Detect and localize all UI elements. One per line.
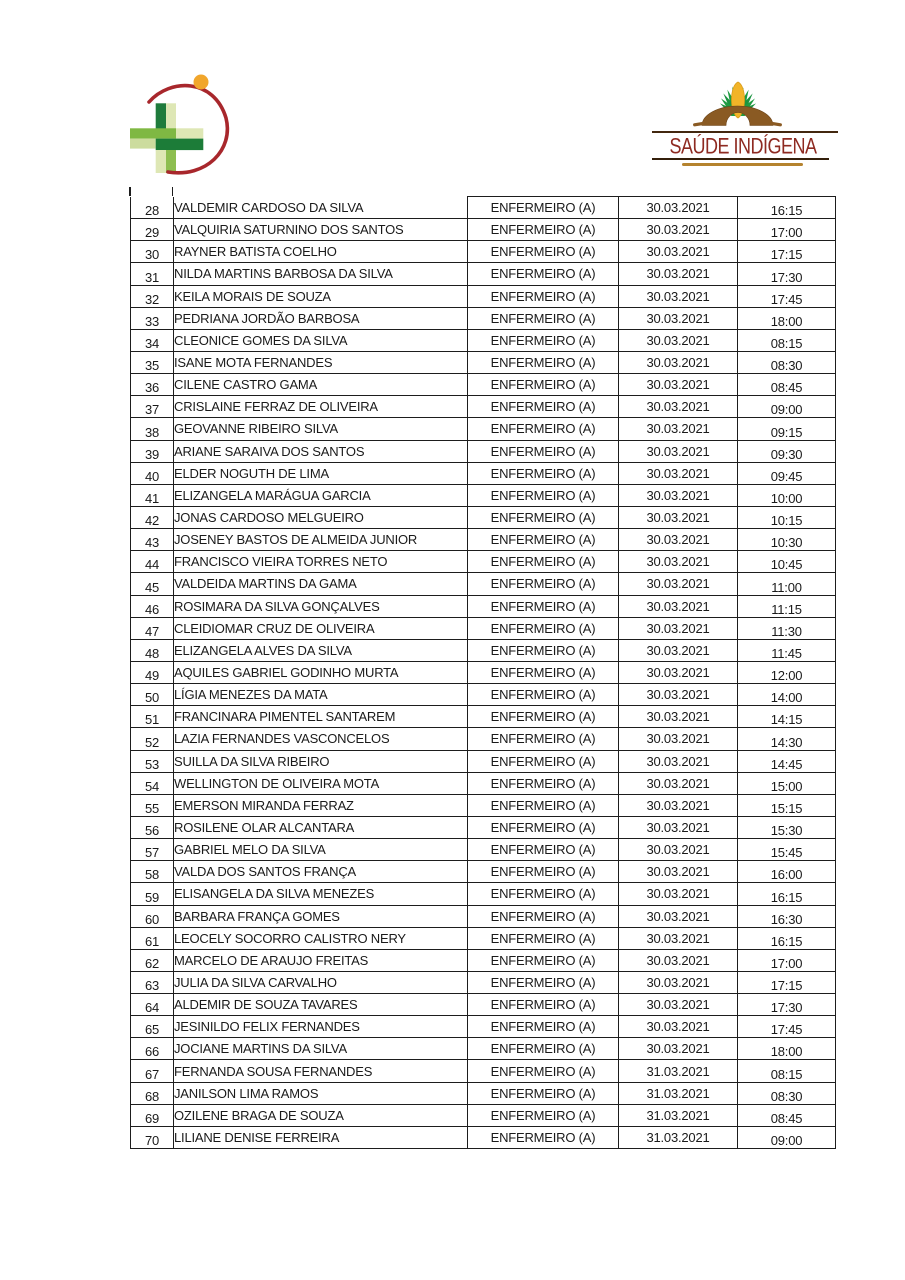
time-cell: 17:15 xyxy=(738,241,836,263)
row-number-cell: 32 xyxy=(131,285,174,307)
time-cell: 09:00 xyxy=(738,1126,836,1148)
row-number-cell: 47 xyxy=(131,617,174,639)
row-number-cell: 29 xyxy=(131,219,174,241)
table-row xyxy=(131,595,836,617)
table-row xyxy=(131,351,836,373)
table-row xyxy=(131,506,836,528)
name-cell: NILDA MARTINS BARBOSA DA SILVA xyxy=(174,263,468,285)
table-row xyxy=(131,329,836,351)
name-cell: JONAS CARDOSO MELGUEIRO xyxy=(174,506,468,528)
date-cell: 30.03.2021 xyxy=(619,529,738,551)
role-cell: ENFERMEIRO (A) xyxy=(468,440,619,462)
role-cell: ENFERMEIRO (A) xyxy=(468,617,619,639)
table-row xyxy=(131,794,836,816)
role-cell: ENFERMEIRO (A) xyxy=(468,374,619,396)
row-number-cell: 69 xyxy=(131,1104,174,1126)
name-cell: KEILA MORAIS DE SOUZA xyxy=(174,285,468,307)
role-cell: ENFERMEIRO (A) xyxy=(468,684,619,706)
name-cell: VALDEIDA MARTINS DA GAMA xyxy=(174,573,468,595)
saude-indigena-logo xyxy=(638,68,848,173)
time-cell: 14:30 xyxy=(738,728,836,750)
role-cell: ENFERMEIRO (A) xyxy=(468,529,619,551)
time-cell: 16:15 xyxy=(738,197,836,219)
role-cell: ENFERMEIRO (A) xyxy=(468,418,619,440)
time-cell: 18:00 xyxy=(738,307,836,329)
role-cell: ENFERMEIRO (A) xyxy=(468,905,619,927)
table-row xyxy=(131,418,836,440)
table-row xyxy=(131,684,836,706)
table-row xyxy=(131,639,836,661)
row-number-cell: 33 xyxy=(131,307,174,329)
row-number-cell: 34 xyxy=(131,329,174,351)
role-cell: ENFERMEIRO (A) xyxy=(468,1104,619,1126)
role-cell: ENFERMEIRO (A) xyxy=(468,750,619,772)
date-cell: 31.03.2021 xyxy=(619,1126,738,1148)
time-cell: 15:15 xyxy=(738,794,836,816)
table-row xyxy=(131,1060,836,1082)
row-number-cell: 54 xyxy=(131,772,174,794)
name-cell: CLEIDIOMAR CRUZ DE OLIVEIRA xyxy=(174,617,468,639)
table-row xyxy=(131,1038,836,1060)
time-cell: 08:15 xyxy=(738,329,836,351)
row-number-cell: 66 xyxy=(131,1038,174,1060)
orange-dot-icon xyxy=(194,75,209,90)
date-cell: 30.03.2021 xyxy=(619,396,738,418)
role-cell: ENFERMEIRO (A) xyxy=(468,595,619,617)
table-row xyxy=(131,484,836,506)
table-row xyxy=(131,617,836,639)
table-row xyxy=(131,706,836,728)
name-cell: EMERSON MIRANDA FERRAZ xyxy=(174,794,468,816)
role-cell: ENFERMEIRO (A) xyxy=(468,506,619,528)
row-number-cell: 40 xyxy=(131,462,174,484)
name-cell: JULIA DA SILVA CARVALHO xyxy=(174,971,468,993)
row-number-cell: 57 xyxy=(131,839,174,861)
time-cell: 15:30 xyxy=(738,816,836,838)
row-number-cell: 68 xyxy=(131,1082,174,1104)
table-row xyxy=(131,883,836,905)
row-number-cell: 42 xyxy=(131,506,174,528)
table-row xyxy=(131,1016,836,1038)
table-row xyxy=(131,1082,836,1104)
name-cell: BARBARA FRANÇA GOMES xyxy=(174,905,468,927)
role-cell: ENFERMEIRO (A) xyxy=(468,1016,619,1038)
role-cell: ENFERMEIRO (A) xyxy=(468,1060,619,1082)
name-cell: ALDEMIR DE SOUZA TAVARES xyxy=(174,994,468,1016)
date-cell: 30.03.2021 xyxy=(619,684,738,706)
date-cell: 30.03.2021 xyxy=(619,994,738,1016)
time-cell: 16:15 xyxy=(738,883,836,905)
row-number-cell: 41 xyxy=(131,484,174,506)
role-cell: ENFERMEIRO (A) xyxy=(468,219,619,241)
time-cell: 16:30 xyxy=(738,905,836,927)
time-cell: 18:00 xyxy=(738,1038,836,1060)
role-cell: ENFERMEIRO (A) xyxy=(468,1082,619,1104)
table-row xyxy=(131,971,836,993)
row-number-cell: 59 xyxy=(131,883,174,905)
row-number-cell: 39 xyxy=(131,440,174,462)
date-cell: 30.03.2021 xyxy=(619,639,738,661)
role-cell: ENFERMEIRO (A) xyxy=(468,861,619,883)
table-row xyxy=(131,1126,836,1148)
time-cell: 17:30 xyxy=(738,994,836,1016)
time-cell: 08:30 xyxy=(738,1082,836,1104)
time-cell: 09:30 xyxy=(738,440,836,462)
role-cell: ENFERMEIRO (A) xyxy=(468,772,619,794)
time-cell: 17:00 xyxy=(738,949,836,971)
time-cell: 17:00 xyxy=(738,219,836,241)
name-cell: WELLINGTON DE OLIVEIRA MOTA xyxy=(174,772,468,794)
date-cell: 30.03.2021 xyxy=(619,197,738,219)
row-number-cell: 36 xyxy=(131,374,174,396)
name-cell: ELISANGELA DA SILVA MENEZES xyxy=(174,883,468,905)
name-cell: FERNANDA SOUSA FERNANDES xyxy=(174,1060,468,1082)
name-cell: CILENE CASTRO GAMA xyxy=(174,374,468,396)
row-number-cell: 55 xyxy=(131,794,174,816)
table-row xyxy=(131,927,836,949)
date-cell: 30.03.2021 xyxy=(619,772,738,794)
name-cell: LÍGIA MENEZES DA MATA xyxy=(174,684,468,706)
date-cell: 30.03.2021 xyxy=(619,374,738,396)
time-cell: 11:00 xyxy=(738,573,836,595)
time-cell: 10:00 xyxy=(738,484,836,506)
row-number-cell: 31 xyxy=(131,263,174,285)
name-cell: LILIANE DENISE FERREIRA xyxy=(174,1126,468,1148)
role-cell: ENFERMEIRO (A) xyxy=(468,661,619,683)
time-cell: 08:15 xyxy=(738,1060,836,1082)
table-row xyxy=(131,263,836,285)
table-row xyxy=(131,661,836,683)
row-number-cell: 70 xyxy=(131,1126,174,1148)
row-number-cell: 61 xyxy=(131,927,174,949)
date-cell: 30.03.2021 xyxy=(619,728,738,750)
name-cell: LAZIA FERNANDES VASCONCELOS xyxy=(174,728,468,750)
row-number-cell: 50 xyxy=(131,684,174,706)
role-cell: ENFERMEIRO (A) xyxy=(468,396,619,418)
row-number-cell: 67 xyxy=(131,1060,174,1082)
date-cell: 30.03.2021 xyxy=(619,506,738,528)
role-cell: ENFERMEIRO (A) xyxy=(468,949,619,971)
table-row xyxy=(131,949,836,971)
name-cell: JESINILDO FELIX FERNANDES xyxy=(174,1016,468,1038)
row-number-cell: 44 xyxy=(131,551,174,573)
time-cell: 08:45 xyxy=(738,1104,836,1126)
date-cell: 30.03.2021 xyxy=(619,595,738,617)
table-row xyxy=(131,905,836,927)
table-row xyxy=(131,462,836,484)
name-cell: GEOVANNE RIBEIRO SILVA xyxy=(174,418,468,440)
row-number-cell: 65 xyxy=(131,1016,174,1038)
name-cell: ELDER NOGUTH DE LIMA xyxy=(174,462,468,484)
date-cell: 30.03.2021 xyxy=(619,573,738,595)
row-number-cell: 60 xyxy=(131,905,174,927)
role-cell: ENFERMEIRO (A) xyxy=(468,351,619,373)
role-cell: ENFERMEIRO (A) xyxy=(468,639,619,661)
row-number-cell: 53 xyxy=(131,750,174,772)
time-cell: 12:00 xyxy=(738,661,836,683)
name-cell: MARCELO DE ARAUJO FREITAS xyxy=(174,949,468,971)
row-number-cell: 35 xyxy=(131,351,174,373)
date-cell: 30.03.2021 xyxy=(619,484,738,506)
name-cell: SUILLA DA SILVA RIBEIRO xyxy=(174,750,468,772)
role-cell: ENFERMEIRO (A) xyxy=(468,728,619,750)
time-cell: 08:30 xyxy=(738,351,836,373)
date-cell: 30.03.2021 xyxy=(619,462,738,484)
row-number-cell: 56 xyxy=(131,816,174,838)
date-cell: 30.03.2021 xyxy=(619,927,738,949)
time-cell: 09:45 xyxy=(738,462,836,484)
role-cell: ENFERMEIRO (A) xyxy=(468,307,619,329)
name-cell: ELIZANGELA ALVES DA SILVA xyxy=(174,639,468,661)
schedule-table xyxy=(130,196,836,1149)
time-cell: 11:15 xyxy=(738,595,836,617)
row-number-cell: 48 xyxy=(131,639,174,661)
date-cell: 30.03.2021 xyxy=(619,351,738,373)
row-number-cell: 28 xyxy=(131,197,174,219)
time-cell: 17:45 xyxy=(738,1016,836,1038)
date-cell: 30.03.2021 xyxy=(619,794,738,816)
row-number-cell: 62 xyxy=(131,949,174,971)
row-number-cell: 64 xyxy=(131,994,174,1016)
time-cell: 14:15 xyxy=(738,706,836,728)
time-cell: 09:15 xyxy=(738,418,836,440)
date-cell: 30.03.2021 xyxy=(619,1016,738,1038)
table-column-border-tick xyxy=(172,187,174,196)
time-cell: 08:45 xyxy=(738,374,836,396)
time-cell: 11:30 xyxy=(738,617,836,639)
time-cell: 14:45 xyxy=(738,750,836,772)
row-number-cell: 43 xyxy=(131,529,174,551)
date-cell: 30.03.2021 xyxy=(619,949,738,971)
name-cell: FRANCISCO VIEIRA TORRES NETO xyxy=(174,551,468,573)
role-cell: ENFERMEIRO (A) xyxy=(468,816,619,838)
name-cell: JANILSON LIMA RAMOS xyxy=(174,1082,468,1104)
name-cell: JOCIANE MARTINS DA SILVA xyxy=(174,1038,468,1060)
health-cross-logo xyxy=(118,68,236,180)
role-cell: ENFERMEIRO (A) xyxy=(468,573,619,595)
name-cell: JOSENEY BASTOS DE ALMEIDA JUNIOR xyxy=(174,529,468,551)
name-cell: FRANCINARA PIMENTEL SANTAREM xyxy=(174,706,468,728)
date-cell: 30.03.2021 xyxy=(619,861,738,883)
time-cell: 16:15 xyxy=(738,927,836,949)
role-cell: ENFERMEIRO (A) xyxy=(468,197,619,219)
name-cell: PEDRIANA JORDÃO BARBOSA xyxy=(174,307,468,329)
date-cell: 30.03.2021 xyxy=(619,816,738,838)
row-number-cell: 51 xyxy=(131,706,174,728)
time-cell: 09:00 xyxy=(738,396,836,418)
time-cell: 16:00 xyxy=(738,861,836,883)
date-cell: 30.03.2021 xyxy=(619,750,738,772)
date-cell: 30.03.2021 xyxy=(619,219,738,241)
name-cell: CLEONICE GOMES DA SILVA xyxy=(174,329,468,351)
table-row xyxy=(131,197,836,219)
date-cell: 31.03.2021 xyxy=(619,1104,738,1126)
role-cell: ENFERMEIRO (A) xyxy=(468,241,619,263)
time-cell: 15:00 xyxy=(738,772,836,794)
time-cell: 17:45 xyxy=(738,285,836,307)
name-cell: OZILENE BRAGA DE SOUZA xyxy=(174,1104,468,1126)
time-cell: 10:30 xyxy=(738,529,836,551)
date-cell: 30.03.2021 xyxy=(619,551,738,573)
table-row xyxy=(131,861,836,883)
role-cell: ENFERMEIRO (A) xyxy=(468,706,619,728)
row-number-cell: 37 xyxy=(131,396,174,418)
time-cell: 11:45 xyxy=(738,639,836,661)
date-cell: 30.03.2021 xyxy=(619,440,738,462)
table-row xyxy=(131,728,836,750)
time-cell: 17:15 xyxy=(738,971,836,993)
name-cell: ROSIMARA DA SILVA GONÇALVES xyxy=(174,595,468,617)
role-cell: ENFERMEIRO (A) xyxy=(468,1038,619,1060)
date-cell: 30.03.2021 xyxy=(619,241,738,263)
time-cell: 15:45 xyxy=(738,839,836,861)
role-cell: ENFERMEIRO (A) xyxy=(468,285,619,307)
table-row xyxy=(131,573,836,595)
role-cell: ENFERMEIRO (A) xyxy=(468,971,619,993)
name-cell: GABRIEL MELO DA SILVA xyxy=(174,839,468,861)
role-cell: ENFERMEIRO (A) xyxy=(468,329,619,351)
role-cell: ENFERMEIRO (A) xyxy=(468,927,619,949)
date-cell: 30.03.2021 xyxy=(619,617,738,639)
time-cell: 17:30 xyxy=(738,263,836,285)
row-number-cell: 49 xyxy=(131,661,174,683)
table-row xyxy=(131,374,836,396)
row-number-cell: 63 xyxy=(131,971,174,993)
row-number-cell: 46 xyxy=(131,595,174,617)
table-row xyxy=(131,772,836,794)
saude-indigena-title: SAÚDE INDÍGENA xyxy=(669,134,817,159)
name-cell: ARIANE SARAIVA DOS SANTOS xyxy=(174,440,468,462)
name-cell: ISANE MOTA FERNANDES xyxy=(174,351,468,373)
date-cell: 30.03.2021 xyxy=(619,706,738,728)
date-cell: 30.03.2021 xyxy=(619,883,738,905)
date-cell: 30.03.2021 xyxy=(619,285,738,307)
time-cell: 10:15 xyxy=(738,506,836,528)
name-cell: ELIZANGELA MARÁGUA GARCIA xyxy=(174,484,468,506)
role-cell: ENFERMEIRO (A) xyxy=(468,263,619,285)
role-cell: ENFERMEIRO (A) xyxy=(468,883,619,905)
date-cell: 30.03.2021 xyxy=(619,661,738,683)
table-row xyxy=(131,839,836,861)
table-row xyxy=(131,750,836,772)
role-cell: ENFERMEIRO (A) xyxy=(468,462,619,484)
table-row xyxy=(131,219,836,241)
name-cell: VALDA DOS SANTOS FRANÇA xyxy=(174,861,468,883)
name-cell: LEOCELY SOCORRO CALISTRO NERY xyxy=(174,927,468,949)
time-cell: 14:00 xyxy=(738,684,836,706)
table-row xyxy=(131,529,836,551)
role-cell: ENFERMEIRO (A) xyxy=(468,551,619,573)
table-row xyxy=(131,994,836,1016)
date-cell: 30.03.2021 xyxy=(619,839,738,861)
table-row xyxy=(131,285,836,307)
table-row xyxy=(131,816,836,838)
date-cell: 30.03.2021 xyxy=(619,418,738,440)
table-row xyxy=(131,241,836,263)
name-cell: RAYNER BATISTA COELHO xyxy=(174,241,468,263)
row-number-cell: 52 xyxy=(131,728,174,750)
row-number-cell: 38 xyxy=(131,418,174,440)
row-number-cell: 30 xyxy=(131,241,174,263)
name-cell: CRISLAINE FERRAZ DE OLIVEIRA xyxy=(174,396,468,418)
table-row xyxy=(131,551,836,573)
name-cell: VALQUIRIA SATURNINO DOS SANTOS xyxy=(174,219,468,241)
table-left-border-tick xyxy=(129,187,131,196)
role-cell: ENFERMEIRO (A) xyxy=(468,839,619,861)
date-cell: 30.03.2021 xyxy=(619,263,738,285)
table-row xyxy=(131,307,836,329)
role-cell: ENFERMEIRO (A) xyxy=(468,1126,619,1148)
date-cell: 30.03.2021 xyxy=(619,971,738,993)
table-row xyxy=(131,1104,836,1126)
table-row xyxy=(131,396,836,418)
row-number-cell: 58 xyxy=(131,861,174,883)
date-cell: 30.03.2021 xyxy=(619,905,738,927)
date-cell: 30.03.2021 xyxy=(619,307,738,329)
date-cell: 30.03.2021 xyxy=(619,329,738,351)
role-cell: ENFERMEIRO (A) xyxy=(468,794,619,816)
date-cell: 31.03.2021 xyxy=(619,1060,738,1082)
date-cell: 31.03.2021 xyxy=(619,1082,738,1104)
table-row xyxy=(131,440,836,462)
date-cell: 30.03.2021 xyxy=(619,1038,738,1060)
row-number-cell: 45 xyxy=(131,573,174,595)
name-cell: VALDEMIR CARDOSO DA SILVA xyxy=(174,197,468,219)
role-cell: ENFERMEIRO (A) xyxy=(468,484,619,506)
role-cell: ENFERMEIRO (A) xyxy=(468,994,619,1016)
name-cell: ROSILENE OLAR ALCANTARA xyxy=(174,816,468,838)
name-cell: AQUILES GABRIEL GODINHO MURTA xyxy=(174,661,468,683)
time-cell: 10:45 xyxy=(738,551,836,573)
